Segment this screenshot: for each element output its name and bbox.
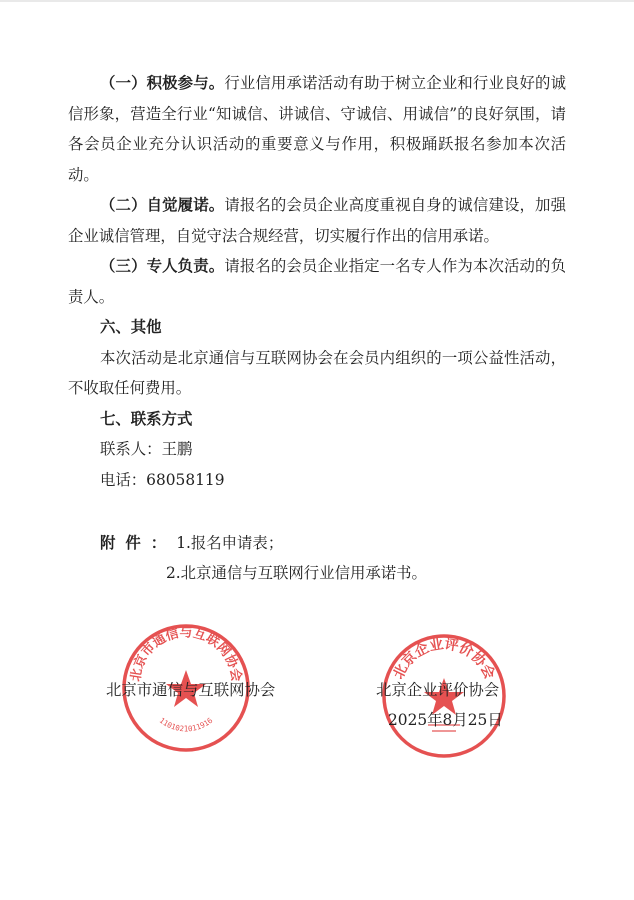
top-edge-divider [0,0,634,2]
signature-org-left: 北京市通信与互联网协会 [106,681,276,699]
paragraph-self-commitment [68,190,566,251]
document-body [68,68,566,495]
contact-person: 联系人：王鹏 [100,440,193,458]
attachment-item-2: 2.北京通信与互联网行业信用承诺书。 [166,564,427,582]
seal-left-arc-text: 北京市通信与互联网协会 [128,625,244,683]
paragraph-lead: （三）专人负责。 [100,257,225,275]
paragraph-text: 请报名的会员企业高度重视自身的诚信建设，加强企业诚信管理，自觉守法合规经营，切实履行作出的信用承诺。 [68,196,566,245]
section-heading-other: 六、其他 [100,318,162,336]
section-heading-contact: 七、联系方式 [100,409,193,428]
paragraph-lead: （二）自觉履诺。 [100,196,225,214]
paragraph-other: 本次活动是北京通信与互联网协会在会员内组织的一项公益性活动，不收取任何费用。 [68,348,566,397]
contact-phone: 电话：68058119 [100,470,225,489]
paragraph-dedicated-person [68,251,566,312]
signature-date: 2025年8月25日 [388,711,503,729]
attachment-item-1: 1.报名申请表； [176,534,284,552]
paragraph-active-participation [68,68,566,190]
attachments-label: 附件： [100,534,177,552]
paragraph-text: 请报名的会员企业指定一名专人作为本次活动的负责人。 [68,257,566,306]
seal-left-number: 1101021011916 [157,715,215,734]
seal-right-arc-text: 北京企业评价协会 [390,636,498,682]
attachment-line-1 [100,528,427,558]
attachments-block [100,528,427,588]
signature-org-right: 北京企业评价协会 [376,681,500,699]
paragraph-lead: （一）积极参与。 [100,74,225,92]
paragraph-text: 行业信用承诺活动有助于树立企业和行业良好的诚信形象，营造全行业“知诚信、讲诚信、守诚信、用诚信”的良好氛围，请各会员企业充分认识活动的重要意义与作用，积极踊跃报名参加本次活动。 [68,74,566,184]
